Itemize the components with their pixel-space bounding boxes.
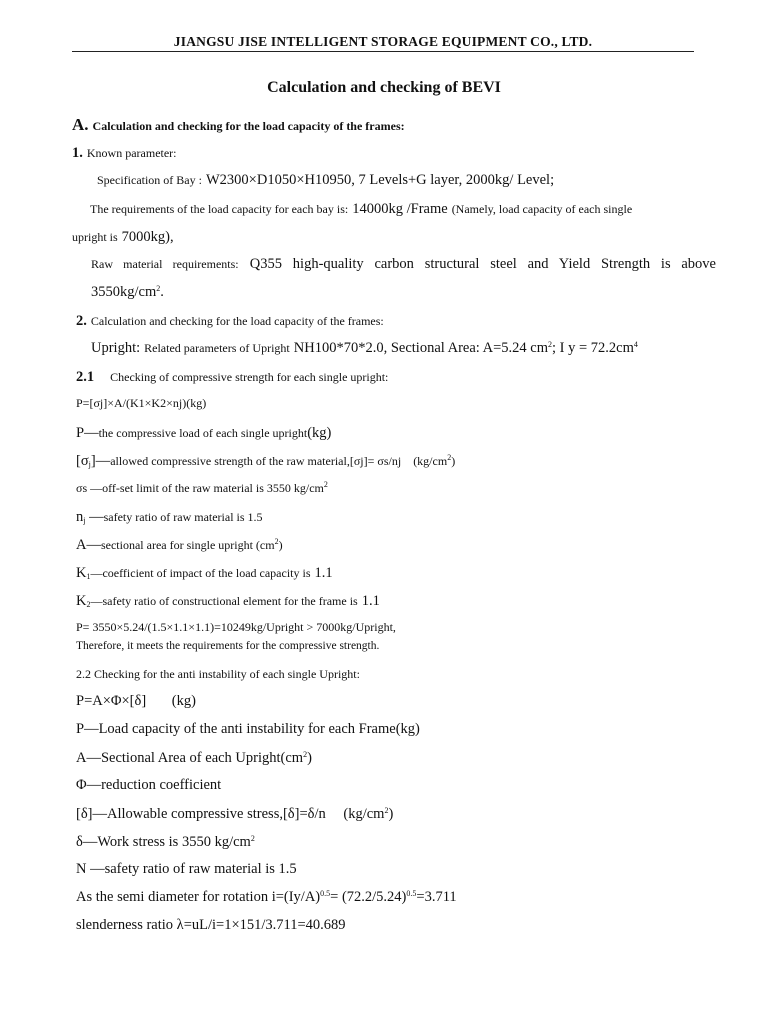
calc-label: Calculation and checking for the load capacity of the frames: [90,314,384,328]
s22-phi-def: Φ—reduction coefficient [76,777,222,793]
s21-nj-dash: — [85,509,104,525]
s22-semi-sup2: 0.5 [406,889,417,898]
s21-k1-symbol: K [76,565,87,581]
s21-k1-line [76,564,333,582]
section-a-heading [72,115,405,135]
s22-semi-b: = (72.2/5.24) [330,889,407,905]
s21-k1-def: —coefficient of impact of the load capacity is [90,566,311,580]
s22-work-line [76,834,255,851]
s21-k2-sub: 2 [86,600,91,609]
upright-label: Upright: [91,340,141,356]
s21-p-symbol: P— [76,425,99,441]
known-heading [72,144,177,162]
s22-work-def: δ—Work stress is 3550 kg/cm [76,834,251,850]
document-title: Calculation and checking of BEVI [267,79,501,96]
s22-delta-end: ) [388,806,394,822]
s21-conclusion: Therefore, it meets the requirements for the compressive strength. [76,640,380,652]
s22-delta-sup: 2 [384,806,389,815]
s21-k2-line [76,592,380,610]
upright-related: Related parameters of Upright [144,341,290,355]
s22-a-end: ) [307,750,312,766]
upright-section: NH100*70*2.0, Sectional Area: A=5.24 cm [293,340,549,356]
s21-label: Checking of compressive strength for each single upright: [110,370,389,384]
s22-a-def: A—Sectional Area of each Upright(cm [76,750,304,766]
s21-a-sup: 2 [274,537,279,546]
s22-semi-line [76,889,457,906]
s21-sigma-symbol: [σ [76,453,89,469]
calc-num: 2. [76,313,87,329]
s22-a-line [76,750,312,767]
s22-slenderness: slenderness ratio λ=uL/i=1×151/3.711=40.689 [76,917,346,933]
s21-sigma-def-line [76,452,455,470]
upright-inertia-sup: 4 [633,340,638,349]
load-req-label: The requirements of the load capacity for each bay is: [90,202,349,216]
raw-material-line-2 [91,284,164,301]
s22-delta-line [76,806,393,823]
s22-p-def: P—Load capacity of the anti instability for each Frame(kg) [76,721,420,737]
s21-p-unit: (kg) [307,425,332,441]
bay-spec-line [97,171,554,189]
s22-work-sup: 2 [250,834,255,843]
raw-material-label: Raw material requirements: [91,257,239,271]
s21-sigma-unit-end: ) [451,454,456,468]
section-a-text: Calculation and checking for the load capacity of the frames: [92,119,405,133]
raw-material-value: Q355 high-quality carbon structural steel and Yield Strength is above [249,256,716,272]
s21-nj-sub: j [83,516,86,525]
s21-p-def: the compressive load of each single upright [98,426,308,440]
s21-sigma-s-sup: 2 [323,480,328,489]
s22-semi-c: =3.711 [416,889,457,905]
s22-semi-a: As the semi diameter for rotation i=(Iy/A) [76,889,321,905]
s22-formula-unit: (kg) [171,693,196,709]
section-a-marker: A. [72,115,89,134]
raw-material-strength: 3550kg/cm [91,284,157,300]
s21-k2-symbol: K [76,593,87,609]
load-req-line [90,200,632,218]
raw-material-sup: 2 [156,284,161,293]
upright-area-sup: 2 [548,340,553,349]
s21-result: P= 3550×5.24/(1.5×1.1×1.1)=10249kg/Upright > 7000kg/Upright, [76,620,396,634]
bay-spec-label: Specification of Bay : [97,173,202,187]
s22-semi-sup1: 0.5 [320,889,331,898]
s21-formula: P=[σj]×A/(K1×K2×nj)(kg) [76,396,207,410]
s21-sigma-def: allowed compressive strength of the raw material,[σj]= σs/nj [110,454,402,468]
s21-sigma-symbol-end: ]— [90,453,111,469]
s21-k1-sub: 1 [86,572,91,581]
bay-spec-value: W2300×D1050×H10950, 7 Levels+G layer, 2000kg/ Level; [205,172,555,188]
company-header: JIANGSU JISE INTELLIGENT STORAGE EQUIPMENT CO., LTD. [173,34,593,49]
s21-nj-symbol: n [76,509,84,525]
s21-num: 2.1 [76,369,95,385]
s22-heading: 2.2 Checking for the anti instability of each single Upright: [76,667,360,681]
s21-sigma-unit: (kg/cm [413,454,448,468]
s21-k2-value: 1.1 [361,593,380,609]
load-req-note: (Namely, load capacity of each single [451,202,633,216]
s21-sigma-unit-sup: 2 [447,453,452,462]
known-label: Known parameter: [86,146,177,160]
s21-a-end: ) [278,538,283,552]
s21-p-def-line [76,424,331,442]
s21-sigma-s-line [76,481,328,496]
load-req-line2-b: 7000kg), [121,229,174,245]
s21-nj-def: safety ratio of raw material is 1.5 [103,510,263,524]
header-rule [72,51,694,52]
known-num: 1. [72,145,83,161]
s22-delta-unit: (kg/cm [343,806,385,822]
s21-a-def: sectional area for single upright (cm [100,538,275,552]
s21-sigma-sub: j [88,460,91,469]
s21-k2-def: —safety ratio of constructional element for the frame is [90,594,358,608]
load-req-value: 14000kg /Frame [352,201,448,217]
raw-material-line [91,255,716,273]
upright-line [91,339,638,357]
raw-material-end: . [160,284,164,300]
s21-k1-value: 1.1 [314,565,333,581]
s22-delta-def: [δ]—Allowable compressive stress,[δ]=δ/n [76,806,326,822]
load-req-line2-a: upright is [72,230,118,244]
s21-sigma-s-def: σs —off-set limit of the raw material is 3550 kg/cm [76,481,324,495]
s21-a-symbol: A— [76,537,101,553]
s22-a-sup: 2 [303,750,308,759]
s21-heading [76,368,388,386]
s21-a-line [76,536,283,554]
load-req-line-2 [72,228,174,246]
s22-formula: P=A×Φ×[δ] [76,693,147,709]
calc-heading [76,312,384,330]
upright-inertia: ; I y = 72.2cm [552,340,634,356]
s22-n-def: N —safety ratio of raw material is 1.5 [76,861,297,877]
s22-formula-line [76,693,196,710]
s21-nj-line [76,508,263,526]
